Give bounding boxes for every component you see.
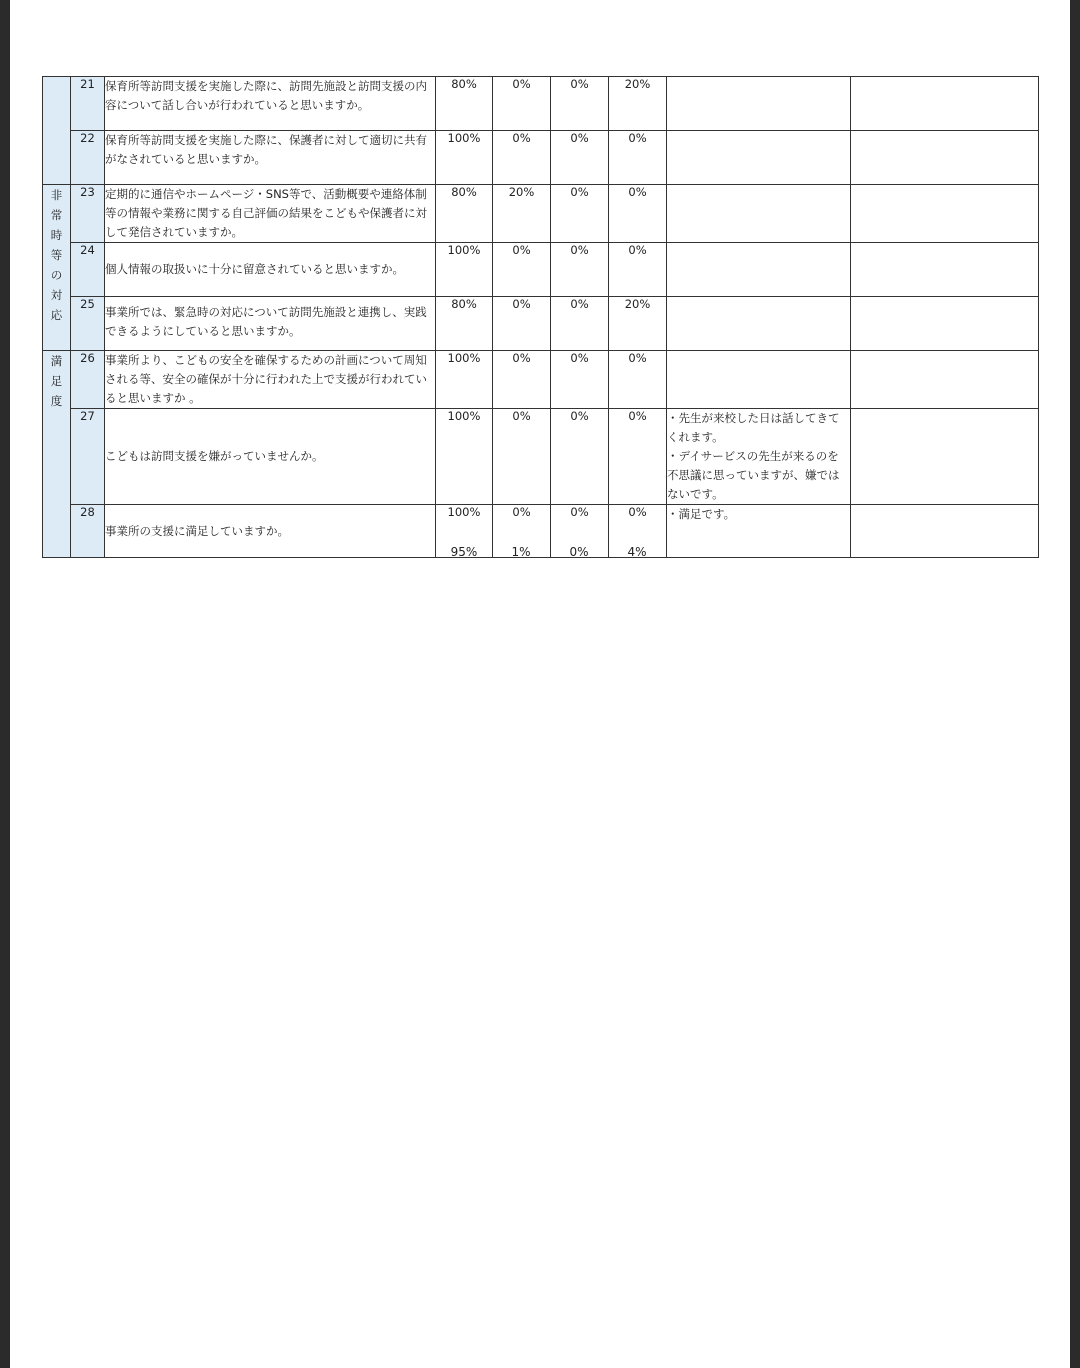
pct-somewhat: 0% — [493, 243, 551, 297]
question-number: 26 — [71, 351, 105, 409]
table-row — [43, 297, 1039, 351]
question-number: 25 — [71, 297, 105, 351]
question-text: こどもは訪問支援を嫌がっていませんか。 — [105, 409, 436, 505]
question-text: 保育所等訪問支援を実施した際に、保護者に対して適切に共有がなされていると思いますか。 — [105, 131, 436, 185]
pct-yes: 100% — [436, 409, 493, 505]
pct-no: 0% — [551, 131, 609, 185]
response-cell — [851, 243, 1039, 297]
document-page — [10, 0, 1070, 1368]
pct-yes: 100% — [436, 505, 493, 558]
total-unknown: 4% — [627, 545, 647, 559]
comment-line: ・先生が来校した日は話してきてくれます。 — [667, 411, 840, 444]
pct-unknown: 20% — [609, 77, 667, 131]
pct-yes: 80% — [436, 185, 493, 243]
pct-unknown: 0% — [609, 185, 667, 243]
pct-unknown: 0% — [609, 243, 667, 297]
category-cell-continued — [43, 77, 71, 185]
pct-unknown: 0% — [609, 409, 667, 505]
survey-table — [42, 76, 1039, 558]
pct-unknown: 20% — [609, 297, 667, 351]
pct-somewhat: 20% — [493, 185, 551, 243]
response-cell — [851, 77, 1039, 131]
pct-somewhat: 0% — [493, 77, 551, 131]
comment-cell — [667, 351, 851, 409]
question-text: 事業所より、こどもの安全を確保するための計画について周知される等、安全の確保が十分に行われた上で支援が行われていると思いますか 。 — [105, 351, 436, 409]
question-number: 21 — [71, 77, 105, 131]
response-cell — [851, 297, 1039, 351]
question-text: 事業所の支援に満足していますか。 — [105, 505, 436, 558]
response-cell — [851, 185, 1039, 243]
pct-no: 0% — [551, 77, 609, 131]
pct-no: 0% — [551, 243, 609, 297]
pct-somewhat: 0% — [493, 351, 551, 409]
table-row — [43, 77, 1039, 131]
comment-cell — [667, 77, 851, 131]
table-row — [43, 243, 1039, 297]
response-cell — [851, 351, 1039, 409]
total-yes: 95% — [450, 545, 478, 559]
pct-unknown: 0% — [609, 131, 667, 185]
table-row — [43, 185, 1039, 243]
comment-cell — [667, 131, 851, 185]
pct-yes: 80% — [436, 297, 493, 351]
response-cell — [851, 131, 1039, 185]
pct-yes: 100% — [436, 131, 493, 185]
question-text: 定期的に通信やホームページ・SNS等で、活動概要や連絡体制等の情報や業務に関する自己評価の結果をこどもや保護者に対して発信されていますか。 — [105, 185, 436, 243]
total-somewhat: 1% — [511, 545, 531, 559]
comment-line: ・デイサービスの先生が来るのを不思議に思っていますが、嫌ではないです。 — [667, 449, 840, 501]
pct-yes: 100% — [436, 243, 493, 297]
pct-no: 0% — [551, 505, 609, 558]
pct-unknown: 0% — [609, 351, 667, 409]
total-no: 0% — [569, 545, 589, 559]
question-number: 28 — [71, 505, 105, 558]
pct-somewhat: 0% — [493, 409, 551, 505]
question-text: 保育所等訪問支援を実施した際に、訪問先施設と訪問支援の内容について話し合いが行われていると思いますか。 — [105, 77, 436, 131]
comment-cell — [667, 297, 851, 351]
question-number: 27 — [71, 409, 105, 505]
totals-row — [10, 545, 1070, 565]
pct-no: 0% — [551, 409, 609, 505]
question-number: 23 — [71, 185, 105, 243]
question-text: 事業所では、緊急時の対応について訪問先施設と連携し、実践できるようにしていると思いますか。 — [105, 297, 436, 351]
question-number: 22 — [71, 131, 105, 185]
pct-yes: 100% — [436, 351, 493, 409]
question-number: 24 — [71, 243, 105, 297]
pct-no: 0% — [551, 185, 609, 243]
pct-unknown: 0% — [609, 505, 667, 558]
table-row — [43, 131, 1039, 185]
pct-somewhat: 0% — [493, 505, 551, 558]
category-satisfaction: 満足度 — [43, 351, 71, 558]
pct-no: 0% — [551, 351, 609, 409]
pct-yes: 80% — [436, 77, 493, 131]
comment-line: ・満足です。 — [667, 507, 736, 521]
question-text: 個人情報の取扱いに十分に留意されていると思いますか。 — [105, 243, 436, 297]
pct-somewhat: 0% — [493, 297, 551, 351]
category-emergency: 非常時等の対応 — [43, 185, 71, 351]
comment-cell — [667, 185, 851, 243]
pct-somewhat: 0% — [493, 131, 551, 185]
table-row — [43, 351, 1039, 409]
comment-cell — [667, 243, 851, 297]
comment-cell — [667, 409, 851, 505]
response-cell — [851, 409, 1039, 505]
pct-no: 0% — [551, 297, 609, 351]
table-row — [43, 409, 1039, 505]
